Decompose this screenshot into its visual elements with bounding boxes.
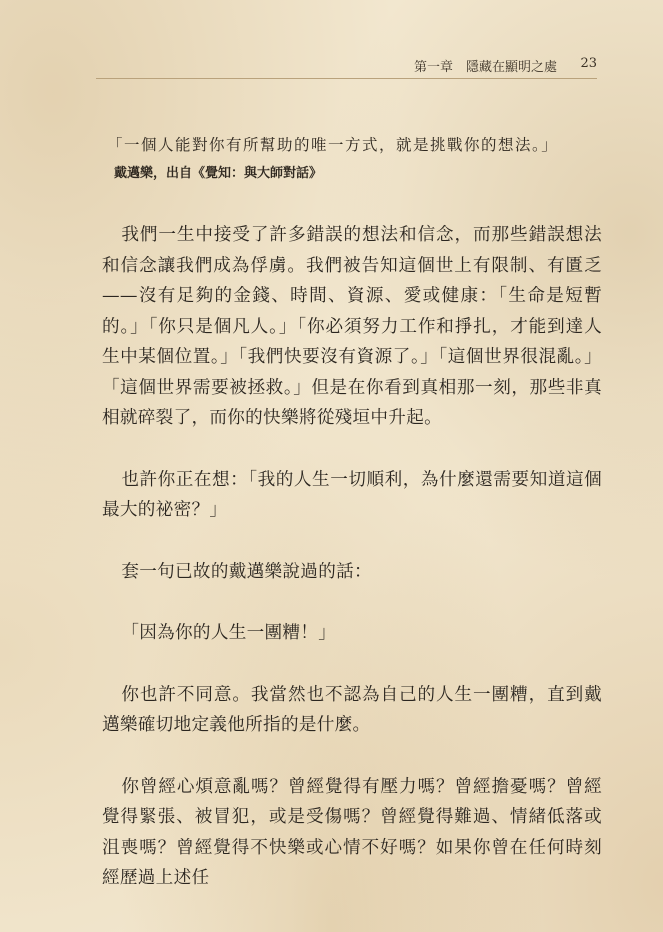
- running-header: [96, 50, 597, 79]
- paragraph: 我們一生中接受了許多錯誤的想法和信念，而那些錯誤想法和信念讓我們成為俘虜。我們被告知這個世上有限制、有匱乏——沒有足夠的金錢、時間、資源、愛或健康：「生命是短暫的。」「你只是個凡人。」「你必須努力工作和掙扎，才能到達人生中某個位置。」「我們快要沒有資源了。」「這個世界很混亂。」「這個世界需要被拯救。」但是在你看到真相那一刻，那些非真相就碎裂了，而你的快樂將從殘垣中升起。: [102, 225, 602, 428]
- paragraph: 「因為你的人生一團糟！」: [121, 623, 337, 643]
- body-text: [102, 220, 602, 925]
- page-number: 23: [580, 56, 597, 71]
- epigraph-quote: 「一個人能對你有所幫助的唯一方式，就是挑戰你的想法。」: [107, 136, 559, 154]
- chapter-title: 第一章 隱藏在顯明之處: [413, 60, 557, 75]
- paragraph: 套一句已故的戴邁樂說過的話：: [121, 561, 372, 582]
- paragraph: 你也許不同意。我當然也不認為自己的人生一團糟，直到戴邁樂確切地定義他所指的是什麼。: [102, 684, 602, 735]
- paragraph: 你曾經心煩意亂嗎？曾經覺得有壓力嗎？曾經擔憂嗎？曾經覺得緊張、被冒犯，或是受傷嗎？曾經覺得難過、情緒低落或沮喪嗎？曾經覺得不快樂或心情不好嗎？如果你曾在任何時刻經歷過上述任: [102, 776, 602, 888]
- epigraph-source: 戴邁樂，出自《覺知：與大師對話》: [114, 166, 323, 181]
- paragraph: 也許你正在想：「我的人生一切順利，為什麼還需要知道這個最大的祕密？」: [102, 469, 602, 520]
